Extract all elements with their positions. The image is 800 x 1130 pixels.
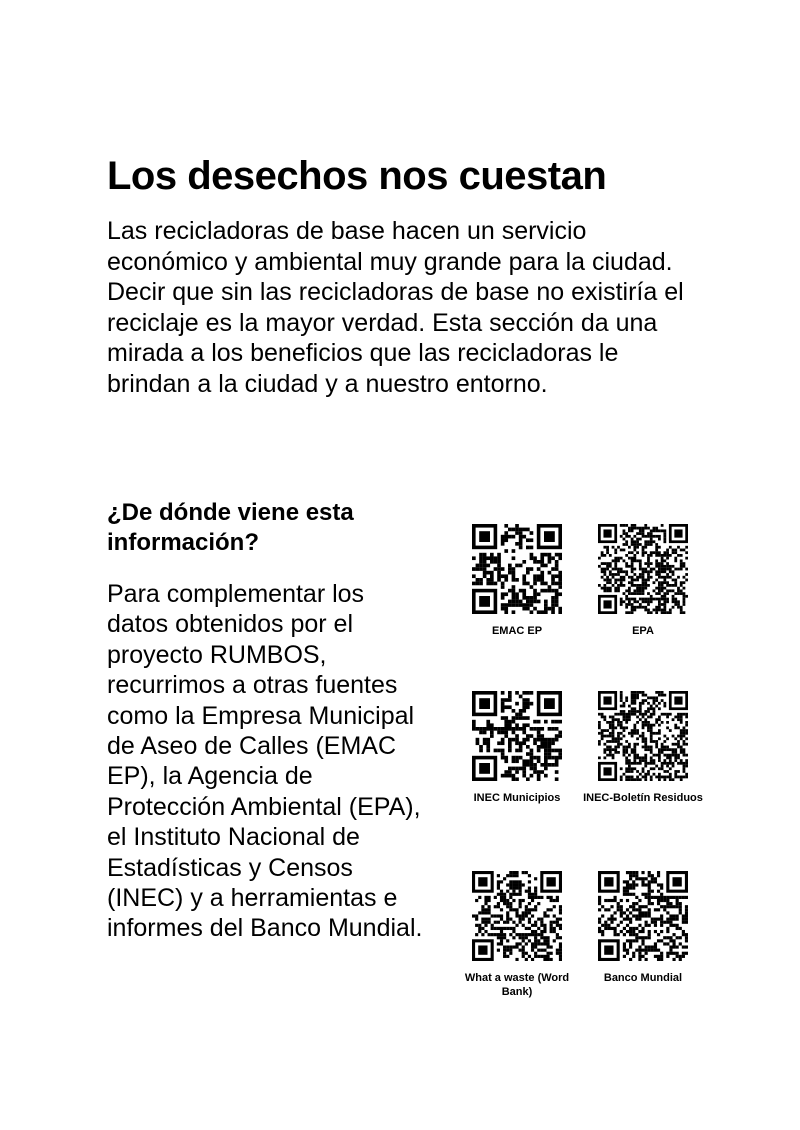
- sources-heading: ¿De dónde viene esta información?: [107, 499, 354, 556]
- qr-banco-mundial[interactable]: [598, 871, 688, 985]
- qr-code-icon: [472, 691, 562, 781]
- page-title: Los desechos nos cuestan: [107, 154, 607, 198]
- qr-label: Banco Mundial: [603, 972, 683, 984]
- qr-label: What a waste (Word Bank): [464, 972, 570, 998]
- sources-paragraph: Para complementar los datos obtenidos por el proyecto RUMBOS, recurrimos a otras fuentes como la Empresa Municipal de Aseo de Calles (EMAC EP), la Agencia de Protección Ambiental (EPA), el Instituto Nacional de Estadísticas y Censos (INEC) y a herramientas e informes del Banco Mundial.: [107, 580, 423, 943]
- qr-code-icon: [598, 691, 688, 781]
- qr-emac-ep[interactable]: [472, 524, 562, 638]
- qr-label: EMAC EP: [491, 625, 543, 637]
- qr-inec-boletin-residuos[interactable]: [583, 691, 703, 805]
- qr-code-icon: [598, 871, 688, 961]
- qr-code-icon: [472, 524, 562, 614]
- qr-label: EPA: [632, 625, 654, 637]
- qr-epa[interactable]: [598, 524, 688, 638]
- qr-what-a-waste[interactable]: [464, 871, 570, 999]
- qr-code-icon: [598, 524, 688, 614]
- qr-label: INEC Municipios: [473, 792, 561, 804]
- intro-paragraph: Las recicladoras de base hacen un servicio económico y ambiental muy grande para la ciudad. Decir que sin las recicladoras de base no existiría el reciclaje es la mayor verdad. Esta sección da una mirada a los beneficios que las recicladoras le brindan a la ciudad y a nuestro entorno.: [107, 217, 684, 398]
- qr-label: INEC-Boletín Residuos: [583, 792, 703, 804]
- qr-code-icon: [472, 871, 562, 961]
- qr-inec-municipios[interactable]: [472, 691, 562, 805]
